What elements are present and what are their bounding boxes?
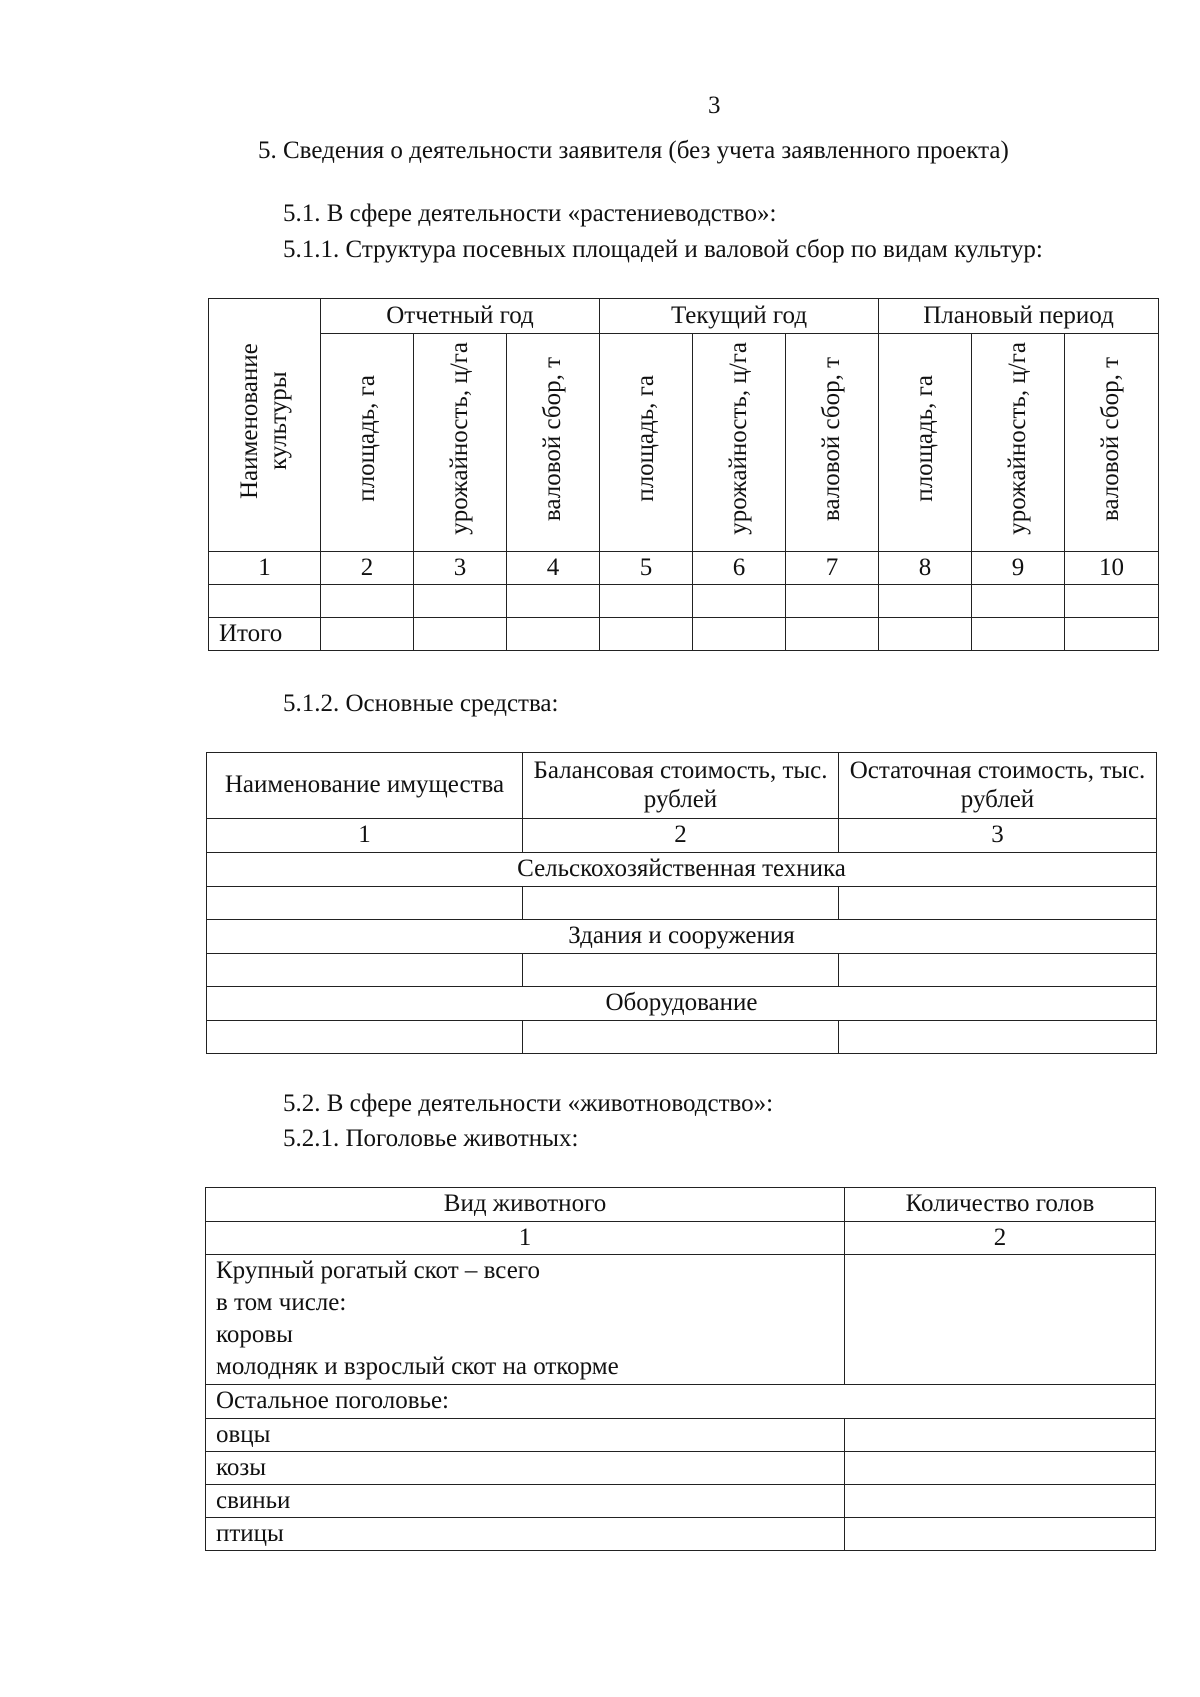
empty-cell bbox=[845, 1452, 1156, 1485]
empty-cell bbox=[786, 585, 879, 618]
table-row bbox=[207, 1021, 1157, 1054]
young-fattening-label: молодняк и взрослый скот на откорме bbox=[216, 1353, 619, 1380]
including-label: в том числе: bbox=[216, 1289, 347, 1316]
section-5-1-title: 5.1. В сфере деятельности «растениеводство»: bbox=[283, 200, 777, 227]
empty-cell bbox=[321, 585, 414, 618]
table-row bbox=[206, 1452, 1156, 1485]
empty-cell bbox=[972, 585, 1065, 618]
col-yield-header: урожайность, ц/га bbox=[972, 334, 1065, 552]
empty-cell bbox=[786, 618, 879, 651]
empty-cell bbox=[207, 1021, 523, 1054]
col-gross-header: валовой сбор, т bbox=[507, 334, 600, 552]
total-label: Итого bbox=[209, 618, 321, 651]
sheep-label: овцы bbox=[206, 1419, 845, 1452]
crop-name-header: Наименование культуры bbox=[209, 299, 321, 552]
table-row bbox=[209, 585, 1159, 618]
column-number: 1 bbox=[207, 819, 523, 853]
current-year-header: Текущий год bbox=[600, 299, 879, 334]
animal-type-header: Вид животного bbox=[206, 1188, 845, 1222]
empty-cell bbox=[414, 585, 507, 618]
cattle-cell bbox=[206, 1255, 845, 1385]
col-gross-header: валовой сбор, т bbox=[786, 334, 879, 552]
column-number: 1 bbox=[209, 552, 321, 585]
empty-cell bbox=[600, 618, 693, 651]
cows-label: коровы bbox=[216, 1321, 293, 1348]
empty-cell bbox=[1065, 585, 1159, 618]
livestock-table bbox=[205, 1187, 1156, 1551]
empty-cell bbox=[523, 887, 839, 920]
crops-table bbox=[208, 298, 1159, 651]
column-number: 8 bbox=[879, 552, 972, 585]
group-equipment: Оборудование bbox=[207, 987, 1157, 1021]
col-yield-header: урожайность, ц/га bbox=[414, 334, 507, 552]
table-row bbox=[207, 954, 1157, 987]
col-gross-header: валовой сбор, т bbox=[1065, 334, 1159, 552]
cattle-total-label: Крупный рогатый скот – всего bbox=[216, 1257, 540, 1284]
total-row bbox=[209, 618, 1159, 651]
column-number: 4 bbox=[507, 552, 600, 585]
poultry-label: птицы bbox=[206, 1518, 845, 1551]
goats-label: козы bbox=[206, 1452, 845, 1485]
col-area-header: площадь, га bbox=[600, 334, 693, 552]
section-5-1-1-title: 5.1.1. Структура посевных площадей и валовой сбор по видам культур: bbox=[283, 236, 1043, 263]
table-row bbox=[206, 1419, 1156, 1452]
planned-period-header: Плановый период bbox=[879, 299, 1159, 334]
empty-cell bbox=[879, 585, 972, 618]
fixed-assets-table bbox=[206, 752, 1157, 1054]
column-number: 1 bbox=[206, 1222, 845, 1255]
empty-cell bbox=[321, 618, 414, 651]
empty-cell bbox=[845, 1255, 1156, 1385]
col-area-header: площадь, га bbox=[321, 334, 414, 552]
table-row bbox=[207, 887, 1157, 920]
pigs-label: свиньи bbox=[206, 1485, 845, 1518]
column-number: 6 bbox=[693, 552, 786, 585]
empty-cell bbox=[839, 1021, 1157, 1054]
section-5-1-2-title: 5.1.2. Основные средства: bbox=[283, 690, 559, 717]
column-number: 2 bbox=[523, 819, 839, 853]
empty-cell bbox=[207, 954, 523, 987]
empty-cell bbox=[523, 1021, 839, 1054]
head-count-header: Количество голов bbox=[845, 1188, 1156, 1222]
empty-cell bbox=[879, 618, 972, 651]
table-row bbox=[206, 1485, 1156, 1518]
col-area-header: площадь, га bbox=[879, 334, 972, 552]
empty-cell bbox=[972, 618, 1065, 651]
column-number: 5 bbox=[600, 552, 693, 585]
empty-cell bbox=[693, 618, 786, 651]
book-value-header: Балансовая стоимость, тыс. рублей bbox=[523, 753, 839, 819]
column-number: 2 bbox=[845, 1222, 1156, 1255]
col-yield-header: урожайность, ц/га bbox=[693, 334, 786, 552]
empty-cell bbox=[207, 887, 523, 920]
empty-cell bbox=[507, 585, 600, 618]
column-number: 9 bbox=[972, 552, 1065, 585]
reported-year-header: Отчетный год bbox=[321, 299, 600, 334]
residual-value-header: Остаточная стоимость, тыс. рублей bbox=[839, 753, 1157, 819]
group-buildings: Здания и сооружения bbox=[207, 920, 1157, 954]
section-5-2-title: 5.2. В сфере деятельности «животноводство»: bbox=[283, 1090, 774, 1117]
table-row bbox=[206, 1518, 1156, 1551]
empty-cell bbox=[845, 1419, 1156, 1452]
section-heading: 5. Сведения о деятельности заявителя (без учета заявленного проекта) bbox=[258, 137, 1009, 164]
empty-cell bbox=[507, 618, 600, 651]
column-number: 3 bbox=[839, 819, 1157, 853]
column-number: 10 bbox=[1065, 552, 1159, 585]
empty-cell bbox=[600, 585, 693, 618]
column-number: 2 bbox=[321, 552, 414, 585]
column-number: 3 bbox=[414, 552, 507, 585]
empty-cell bbox=[839, 887, 1157, 920]
section-5-2-1-title: 5.2.1. Поголовье животных: bbox=[283, 1125, 579, 1152]
empty-cell bbox=[414, 618, 507, 651]
empty-cell bbox=[845, 1485, 1156, 1518]
group-machinery: Сельскохозяйственная техника bbox=[207, 853, 1157, 887]
other-livestock-label: Остальное поголовье: bbox=[206, 1385, 1156, 1419]
empty-cell bbox=[845, 1518, 1156, 1551]
empty-cell bbox=[209, 585, 321, 618]
column-number: 7 bbox=[786, 552, 879, 585]
empty-cell bbox=[839, 954, 1157, 987]
empty-cell bbox=[1065, 618, 1159, 651]
page-number: 3 bbox=[708, 92, 721, 119]
empty-cell bbox=[693, 585, 786, 618]
asset-name-header: Наименование имущества bbox=[207, 753, 523, 819]
empty-cell bbox=[523, 954, 839, 987]
